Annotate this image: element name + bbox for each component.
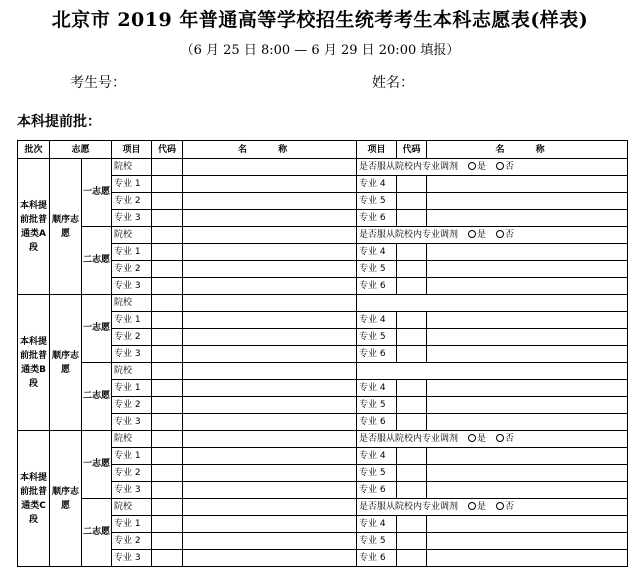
row-item-label: 院校 bbox=[112, 431, 152, 448]
code-input[interactable] bbox=[152, 227, 183, 244]
batch-label: 本科提前批普通类C段 bbox=[18, 431, 50, 567]
row-item-label: 院校 bbox=[112, 159, 152, 176]
name-input[interactable] bbox=[427, 244, 628, 261]
name-input[interactable] bbox=[183, 431, 357, 448]
name-input[interactable] bbox=[427, 278, 628, 295]
row-item-label: 专业 4 bbox=[357, 516, 397, 533]
name-input[interactable] bbox=[183, 550, 357, 567]
table-row bbox=[18, 499, 628, 516]
adjust-yes-label: 是 bbox=[477, 230, 487, 240]
row-item-label: 专业 1 bbox=[112, 516, 152, 533]
batch-title: 本科提前批： bbox=[17, 114, 101, 130]
table-row bbox=[18, 363, 628, 380]
name-input[interactable] bbox=[183, 380, 357, 397]
row-item-label: 专业 2 bbox=[112, 397, 152, 414]
name-input[interactable] bbox=[427, 397, 628, 414]
adjust-yes-radio[interactable] bbox=[468, 502, 476, 510]
name-input[interactable] bbox=[183, 499, 357, 516]
name-input[interactable] bbox=[427, 380, 628, 397]
volunteer-label: 一志愿 bbox=[82, 159, 112, 227]
name-input[interactable] bbox=[183, 482, 357, 499]
code-input[interactable] bbox=[397, 516, 427, 533]
code-input[interactable] bbox=[152, 159, 183, 176]
name-input[interactable] bbox=[427, 448, 628, 465]
name-input[interactable] bbox=[183, 278, 357, 295]
code-input[interactable] bbox=[397, 329, 427, 346]
adjust-cell bbox=[357, 159, 628, 176]
row-item-label: 专业 1 bbox=[112, 244, 152, 261]
code-input[interactable] bbox=[152, 329, 183, 346]
row-item-label: 专业 6 bbox=[357, 482, 397, 499]
batch-label: 本科提前批普通类B段 bbox=[18, 295, 50, 431]
row-item-label: 专业 5 bbox=[357, 193, 397, 210]
name-input[interactable] bbox=[183, 261, 357, 278]
row-item-label: 专业 4 bbox=[357, 380, 397, 397]
name-label: 姓名： bbox=[372, 75, 414, 91]
name-input[interactable] bbox=[427, 346, 628, 363]
name-input[interactable] bbox=[183, 448, 357, 465]
row-item-label: 专业 5 bbox=[357, 397, 397, 414]
code-input[interactable] bbox=[152, 414, 183, 431]
name-input[interactable] bbox=[427, 516, 628, 533]
row-item-label: 院校 bbox=[112, 499, 152, 516]
row-item-label: 专业 6 bbox=[357, 414, 397, 431]
name-input[interactable] bbox=[183, 363, 357, 380]
code-input[interactable] bbox=[397, 261, 427, 278]
adjust-no-radio[interactable] bbox=[496, 230, 504, 238]
adjust-no-label: 否 bbox=[505, 502, 515, 512]
table-row bbox=[18, 227, 628, 244]
name-input[interactable] bbox=[427, 465, 628, 482]
code-input[interactable] bbox=[152, 363, 183, 380]
table-row bbox=[18, 159, 628, 176]
name-input[interactable] bbox=[427, 550, 628, 567]
adjust-no-label: 否 bbox=[505, 230, 515, 240]
order-label: 顺序志愿 bbox=[50, 431, 82, 567]
volunteer-label: 二志愿 bbox=[82, 227, 112, 295]
adjust-question: 是否服从院校内专业调剂 bbox=[359, 230, 459, 240]
row-item-label: 专业 4 bbox=[357, 312, 397, 329]
code-input[interactable] bbox=[397, 346, 427, 363]
header-item: 项目 bbox=[112, 141, 152, 159]
row-item-label: 院校 bbox=[112, 363, 152, 380]
name-input[interactable] bbox=[183, 227, 357, 244]
order-label: 顺序志愿 bbox=[50, 295, 82, 431]
form-title: 北京市 2019 年普通高等学校招生统考考生本科志愿表(样表) bbox=[51, 9, 589, 31]
name-input[interactable] bbox=[427, 193, 628, 210]
code-input[interactable] bbox=[152, 278, 183, 295]
volunteer-label: 二志愿 bbox=[82, 363, 112, 431]
row-item-label: 专业 6 bbox=[357, 346, 397, 363]
adjust-cell bbox=[357, 363, 628, 380]
table-row bbox=[18, 295, 628, 312]
adjust-yes-label: 是 bbox=[477, 162, 487, 172]
volunteer-label: 一志愿 bbox=[82, 431, 112, 499]
code-input[interactable] bbox=[152, 261, 183, 278]
exam-number-label: 考生号： bbox=[70, 75, 126, 91]
header-volunteer: 志愿 bbox=[50, 141, 112, 159]
adjust-no-radio[interactable] bbox=[496, 162, 504, 170]
header-name-2: 名 称 bbox=[427, 141, 628, 159]
row-item-label: 专业 3 bbox=[112, 550, 152, 567]
row-item-label: 院校 bbox=[112, 295, 152, 312]
code-input[interactable] bbox=[397, 533, 427, 550]
code-input[interactable] bbox=[397, 465, 427, 482]
code-input[interactable] bbox=[397, 414, 427, 431]
code-input[interactable] bbox=[152, 176, 183, 193]
adjust-yes-radio[interactable] bbox=[468, 162, 476, 170]
code-input[interactable] bbox=[152, 346, 183, 363]
row-item-label: 专业 4 bbox=[357, 448, 397, 465]
row-item-label: 专业 3 bbox=[112, 482, 152, 499]
name-input[interactable] bbox=[183, 210, 357, 227]
code-input[interactable] bbox=[152, 244, 183, 261]
row-item-label: 专业 2 bbox=[112, 261, 152, 278]
adjust-no-radio[interactable] bbox=[496, 434, 504, 442]
adjust-yes-radio[interactable] bbox=[468, 230, 476, 238]
row-item-label: 专业 1 bbox=[112, 448, 152, 465]
volunteer-label: 一志愿 bbox=[82, 295, 112, 363]
volunteer-table bbox=[17, 140, 628, 567]
row-item-label: 专业 3 bbox=[112, 414, 152, 431]
name-input[interactable] bbox=[183, 176, 357, 193]
order-label: 顺序志愿 bbox=[50, 159, 82, 295]
code-input[interactable] bbox=[152, 380, 183, 397]
table-row bbox=[18, 431, 628, 448]
code-input[interactable] bbox=[397, 210, 427, 227]
row-item-label: 专业 5 bbox=[357, 465, 397, 482]
adjust-yes-radio[interactable] bbox=[468, 434, 476, 442]
name-input[interactable] bbox=[183, 193, 357, 210]
code-input[interactable] bbox=[397, 380, 427, 397]
adjust-question: 是否服从院校内专业调剂 bbox=[359, 434, 459, 444]
code-input[interactable] bbox=[152, 499, 183, 516]
adjust-no-radio[interactable] bbox=[496, 502, 504, 510]
name-input[interactable] bbox=[427, 176, 628, 193]
code-input[interactable] bbox=[397, 448, 427, 465]
name-input[interactable] bbox=[183, 533, 357, 550]
code-input[interactable] bbox=[397, 244, 427, 261]
row-item-label: 专业 3 bbox=[112, 278, 152, 295]
adjust-question: 是否服从院校内专业调剂 bbox=[359, 502, 459, 512]
row-item-label: 专业 2 bbox=[112, 533, 152, 550]
code-input[interactable] bbox=[152, 431, 183, 448]
batch-label: 本科提前批普通类A段 bbox=[18, 159, 50, 295]
name-input[interactable] bbox=[427, 329, 628, 346]
row-item-label: 专业 5 bbox=[357, 533, 397, 550]
name-input[interactable] bbox=[183, 329, 357, 346]
code-input[interactable] bbox=[397, 176, 427, 193]
code-input[interactable] bbox=[152, 193, 183, 210]
code-input[interactable] bbox=[397, 193, 427, 210]
adjust-question: 是否服从院校内专业调剂 bbox=[359, 162, 459, 172]
code-input[interactable] bbox=[397, 397, 427, 414]
row-item-label: 专业 3 bbox=[112, 346, 152, 363]
name-input[interactable] bbox=[183, 312, 357, 329]
code-input[interactable] bbox=[152, 448, 183, 465]
name-input[interactable] bbox=[183, 516, 357, 533]
row-item-label: 专业 3 bbox=[112, 210, 152, 227]
row-item-label: 专业 6 bbox=[357, 210, 397, 227]
row-item-label: 专业 6 bbox=[357, 278, 397, 295]
row-item-label: 专业 6 bbox=[357, 550, 397, 567]
code-input[interactable] bbox=[152, 465, 183, 482]
name-input[interactable] bbox=[427, 414, 628, 431]
adjust-cell bbox=[357, 227, 628, 244]
code-input[interactable] bbox=[152, 295, 183, 312]
row-item-label: 专业 5 bbox=[357, 329, 397, 346]
adjust-no-label: 否 bbox=[505, 434, 515, 444]
header-code-2: 代码 bbox=[397, 141, 427, 159]
header-code: 代码 bbox=[152, 141, 183, 159]
header-batch: 批次 bbox=[18, 141, 50, 159]
row-item-label: 专业 5 bbox=[357, 261, 397, 278]
code-input[interactable] bbox=[152, 312, 183, 329]
code-input[interactable] bbox=[397, 482, 427, 499]
name-input[interactable] bbox=[183, 244, 357, 261]
table-header-row bbox=[18, 141, 628, 159]
name-input[interactable] bbox=[183, 159, 357, 176]
row-item-label: 专业 4 bbox=[357, 244, 397, 261]
row-item-label: 专业 2 bbox=[112, 329, 152, 346]
row-item-label: 专业 4 bbox=[357, 176, 397, 193]
code-input[interactable] bbox=[152, 516, 183, 533]
name-input[interactable] bbox=[183, 346, 357, 363]
row-item-label: 专业 1 bbox=[112, 380, 152, 397]
row-item-label: 专业 1 bbox=[112, 312, 152, 329]
row-item-label: 专业 1 bbox=[112, 176, 152, 193]
code-input[interactable] bbox=[397, 312, 427, 329]
name-input[interactable] bbox=[183, 414, 357, 431]
code-input[interactable] bbox=[152, 533, 183, 550]
header-name: 名 称 bbox=[183, 141, 357, 159]
name-input[interactable] bbox=[427, 312, 628, 329]
adjust-yes-label: 是 bbox=[477, 502, 487, 512]
header-item-2: 项目 bbox=[357, 141, 397, 159]
row-item-label: 专业 2 bbox=[112, 465, 152, 482]
volunteer-label: 二志愿 bbox=[82, 499, 112, 567]
code-input[interactable] bbox=[397, 278, 427, 295]
code-input[interactable] bbox=[152, 397, 183, 414]
code-input[interactable] bbox=[152, 210, 183, 227]
name-input[interactable] bbox=[427, 210, 628, 227]
code-input[interactable] bbox=[397, 550, 427, 567]
name-input[interactable] bbox=[427, 261, 628, 278]
name-input[interactable] bbox=[183, 295, 357, 312]
adjust-yes-label: 是 bbox=[477, 434, 487, 444]
adjust-no-label: 否 bbox=[505, 162, 515, 172]
row-item-label: 专业 2 bbox=[112, 193, 152, 210]
code-input[interactable] bbox=[152, 550, 183, 567]
code-input[interactable] bbox=[152, 482, 183, 499]
name-input[interactable] bbox=[427, 533, 628, 550]
adjust-cell bbox=[357, 295, 628, 312]
form-subtitle: （6 月 25 日 8:00 — 6 月 29 日 20:00 填报） bbox=[180, 43, 460, 58]
name-input[interactable] bbox=[183, 397, 357, 414]
adjust-cell bbox=[357, 431, 628, 448]
row-item-label: 院校 bbox=[112, 227, 152, 244]
name-input[interactable] bbox=[183, 465, 357, 482]
name-input[interactable] bbox=[427, 482, 628, 499]
adjust-cell bbox=[357, 499, 628, 516]
